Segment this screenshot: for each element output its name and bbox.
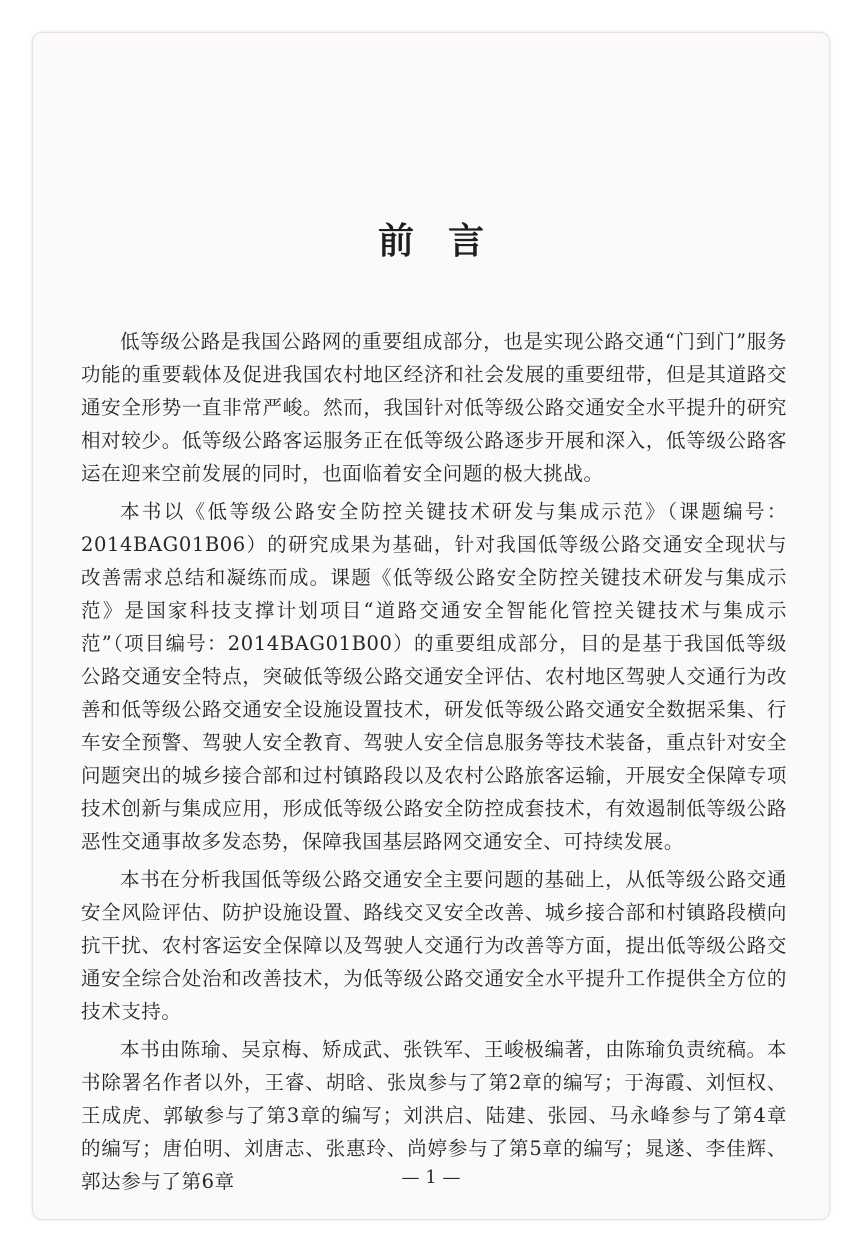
bleed-through-shadow xyxy=(93,151,112,176)
body-text xyxy=(81,325,787,1203)
paragraph-3: 本书在分析我国低等级公路交通安全主要问题的基础上，从低等级公路交通安全风险评估、防护设施设置、路线交叉安全改善、城乡接合部和村镇路段横向抗干扰、农村客运安全保障以及驾驶人交通行为改善等方面，提出低等级公路交通安全综合处治和改善技术，为低等级公路交通安全水平提升工作提供全方位的技术支持。 xyxy=(81,868,787,1023)
paragraph-4: 本书由陈瑜、吴京梅、矫成武、张铁军、王峻极编著，由陈瑜负责统稿。本书除署名作者以外，王睿、胡晗、张岚参与了第2章的编写；于海霞、刘恒权、王成虎、郭敏参与了第3章的编写；刘洪启、陆建、张园、马永峰参与了第4章的编写；唐伯明、刘唐志、张惠玲、尚婷参与了第5章的编写；晁遂、李佳辉、郭达参与了第6章 xyxy=(81,1038,787,1193)
paragraph-1: 低等级公路是我国公路网的重要组成部分，也是实现公路交通“门到门”服务功能的重要载体及促进我国农村地区经济和社会发展的重要纽带，但是其道路交通安全形势一直非常严峻。然而，我国针对低等级公路交通安全水平提升的研究相对较少。低等级公路客运服务正在低等级公路逐步开展和深入，低等级公路客运在迎来空前发展的同时，也面临着安全问题的极大挑战。 xyxy=(81,330,787,485)
document-page xyxy=(32,32,830,1220)
page-number: — 1 — xyxy=(401,1167,461,1188)
paragraph-2: 本书以《低等级公路安全防控关键技术研发与集成示范》（课题编号：2014BAG01B06）的研究成果为基础，针对我国低等级公路交通安全现状与改善需求总结和凝练而成。课题《低等级公路安全防控关键技术研发与集成示范》是国家科技支撑计划项目“道路交通安全智能化管控关键技术与集成示范”（项目编号：2014BAG01B00）的重要组成部分，目的是基于我国低等级公路交通安全特点，突破低等级公路交通安全评估、农村地区驾驶人交通行为改善和低等级公路交通安全设施设置技术，研发低等级公路交通安全数据采集、行车安全预警、驾驶人安全教育、驾驶人安全信息服务等技术装备，重点针对安全问题突出的城乡接合部和过村镇路段以及农村公路旅客运输，开展安全保障专项技术创新与集成应用，形成低等级公路安全防控成套技术，有效遏制低等级公路恶性交通事故多发态势，保障我国基层路网交通安全、可持续发展。 xyxy=(81,500,787,853)
page-title: 前言 xyxy=(377,221,518,262)
